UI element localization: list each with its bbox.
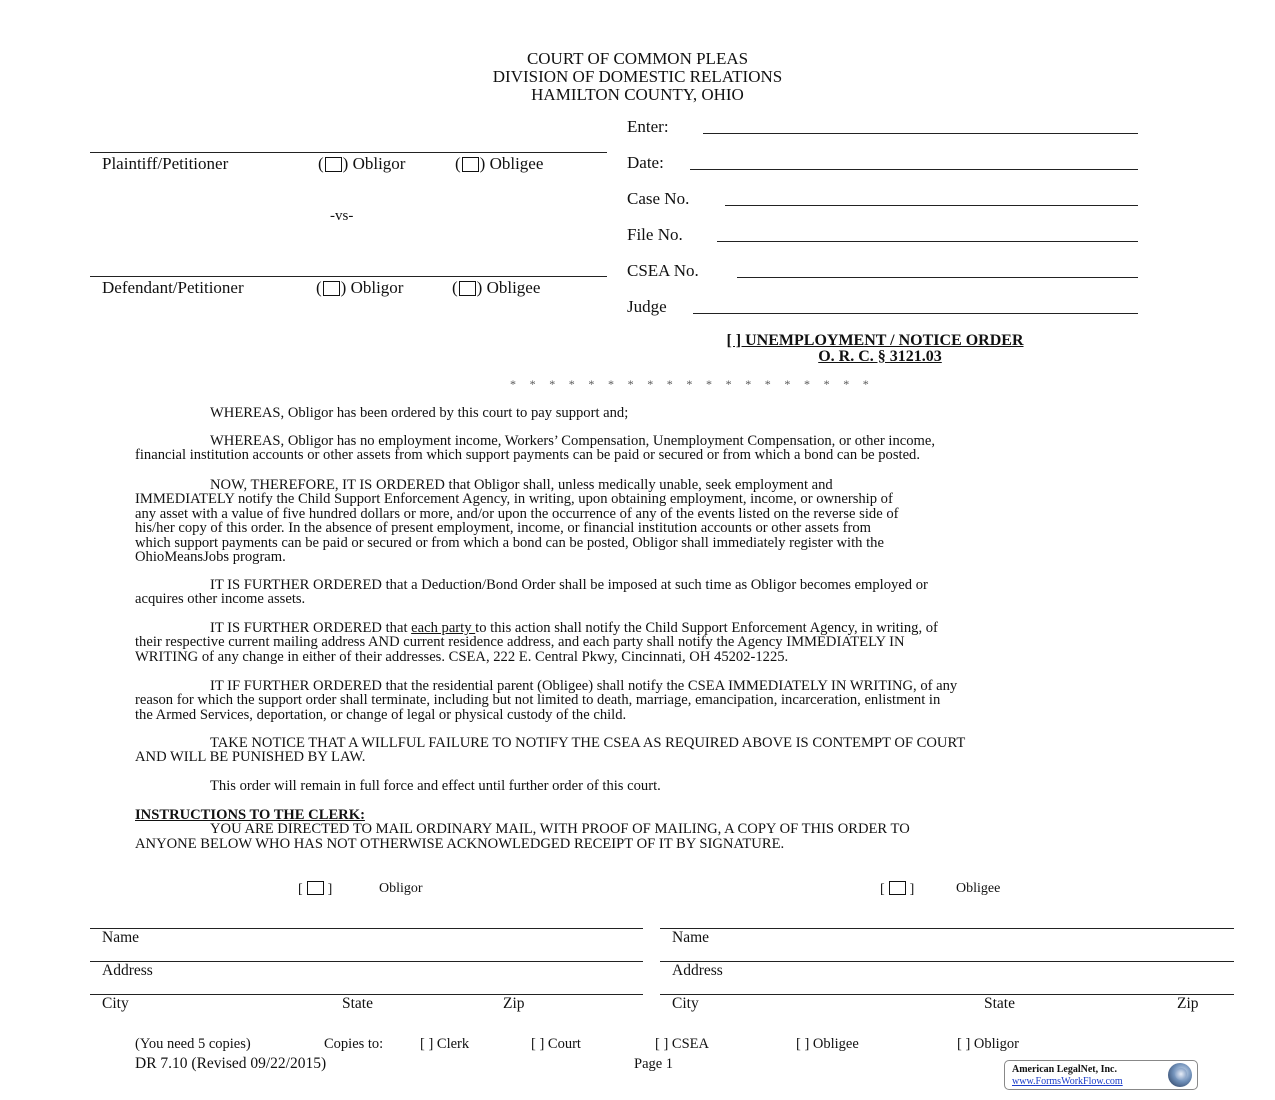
logo-link[interactable]: www.FormsWorkFlow.com — [1012, 1076, 1123, 1087]
versus-label: -vs- — [330, 208, 354, 224]
obligee-service-label: Obligee — [956, 881, 1001, 896]
obligee-zip-label: Zip — [1177, 995, 1199, 1012]
date-field[interactable] — [690, 169, 1138, 170]
file-no-label: File No. — [627, 225, 683, 244]
date-label: Date: — [627, 153, 664, 172]
paragraph-notify-address: IT IS FURTHER ORDERED that each party to this action shall notify the Child Support Enforcement Agency, in writing, of their respective current mailing address AND current residence address, and each party shall notify the Agency IMMEDIATELY IN WRITING of any change in either of their addresses. CSEA, 222 E. Central Pkwy, Cincinnati, OH 45202-1225. — [135, 620, 938, 665]
obligee-name-label: Name — [672, 929, 710, 946]
defendant-row — [102, 279, 244, 296]
csea-no-label: CSEA No. — [627, 261, 699, 280]
copy-csea-checkbox[interactable]: [ ] CSEA — [655, 1036, 709, 1052]
defendant-obligee-checkbox[interactable] — [459, 281, 476, 296]
copy-obligor-checkbox[interactable]: [ ] Obligor — [957, 1036, 1020, 1052]
obligor-address-label: Address — [102, 962, 153, 979]
american-legalnet-logo — [1004, 1060, 1198, 1090]
paragraph-residential-parent: IT IF FURTHER ORDERED that the residential parent (Obligee) shall notify the CSEA IMMEDIATELY IN WRITING, of any reason for which the support order shall terminate, including but not limited to death, marriage, emancipation, incarceration, enlistment in the Armed Services, deportation, or change of legal or physical custody of the child. — [135, 678, 958, 723]
asterisk-separator: * * * * * * * * * * * * * * * * * * * — [510, 377, 875, 391]
defendant-signature-line — [90, 276, 607, 277]
copies-to-label: Copies to: — [324, 1036, 384, 1052]
obligor-zip-label: Zip — [503, 995, 525, 1012]
clerk-instructions: INSTRUCTIONS TO THE CLERK: YOU ARE DIRECTED TO MAIL ORDINARY MAIL, WITH PROOF OF MAILING, A COPY OF THIS ORDER TO ANYONE BELOW WHO HAS NOT OTHERWISE ACKNOWLEDGED RECEIPT OF IT BY SIGNATURE. — [135, 808, 1215, 851]
defendant-obligor-label: ) Obligor — [340, 278, 404, 297]
obligee-state-label: State — [984, 995, 1015, 1012]
obligee-city-line[interactable] — [660, 994, 1234, 995]
copies-note: (You need 5 copies) — [135, 1036, 251, 1052]
court-name: COURT OF COMMON PLEAS — [526, 49, 749, 68]
copy-clerk-checkbox[interactable]: [ ] Clerk — [420, 1036, 470, 1052]
obligor-service-label: Obligor — [379, 881, 423, 896]
enter-label: Enter: — [627, 117, 669, 136]
obligor-name-line[interactable] — [90, 928, 643, 929]
order-title-line1: [ ] UNEMPLOYMENT / NOTICE ORDER — [726, 332, 1024, 349]
defendant-obligor-checkbox[interactable] — [323, 281, 340, 296]
case-no-label: Case No. — [627, 189, 690, 208]
defendant-obligee-label: ) Obligee — [476, 278, 541, 297]
judge-label: Judge — [627, 297, 667, 316]
case-no-field[interactable] — [725, 205, 1138, 206]
defendant-obligee-option: ( ) Obligee — [452, 278, 541, 297]
obligor-service-option: [ ] — [298, 882, 333, 897]
obligee-service-checkbox[interactable] — [889, 881, 906, 895]
plaintiff-label: Plaintiff/Petitioner — [102, 154, 229, 173]
each-party-underlined: each party — [411, 620, 476, 636]
obligor-name-label: Name — [102, 929, 140, 946]
paragraph-deduction-order: IT IS FURTHER ORDERED that a Deduction/Bond Order shall be imposed at such time as Obligor becomes employed or acquires other income assets. — [135, 577, 928, 608]
defendant-label: Defendant/Petitioner — [102, 278, 244, 297]
enter-field[interactable] — [703, 133, 1138, 134]
clerk-instructions-heading: INSTRUCTIONS TO THE CLERK: — [135, 807, 365, 823]
plaintiff-obligor-checkbox[interactable] — [325, 157, 342, 172]
plaintiff-obligor-option: ( ) Obligor — [318, 154, 406, 173]
globe-icon — [1168, 1063, 1192, 1087]
obligee-address-label: Address — [672, 962, 723, 979]
order-statute — [600, 349, 1160, 365]
judge-field[interactable] — [693, 313, 1138, 314]
obligor-address-line[interactable] — [90, 961, 643, 962]
obligee-city-label: City — [672, 995, 699, 1012]
paragraph-take-notice: TAKE NOTICE THAT A WILLFUL FAILURE TO NOTIFY THE CSEA AS REQUIRED ABOVE IS CONTEMPT OF COURT AND WILL BE PUNISHED BY LAW. — [135, 735, 966, 766]
csea-no-field[interactable] — [737, 277, 1138, 278]
defendant-obligor-option: ( ) Obligor — [316, 278, 404, 297]
obligee-address-line[interactable] — [660, 961, 1234, 962]
paragraph-whereas-2: WHEREAS, Obligor has no employment income, Workers’ Compensation, Unemployment Compensation, or other income, financial institution accounts or other assets from which support payments can be paid or secured or from which a bond can be posted. — [135, 433, 936, 464]
plaintiff-obligee-label: ) Obligee — [479, 154, 544, 173]
paragraph-ordered: NOW, THEREFORE, IT IS ORDERED that Obligor shall, unless medically unable, seek employment and IMMEDIATELY notify the Child Support Enforcement Agency, in writing, upon obtaining employment, income, or ownership of any asset with a value of five hundred dollars or more, and/or upon the occurrence of any of the events listed on the reverse side of his/her copy of this order. In the absence of present employment, income, or financial institution accounts or other assets from which support payments can be paid or secured or from which a bond can be posted, Obligor shall immediately register with the OhioMeansJobs program. — [135, 477, 899, 566]
obligor-service-checkbox[interactable] — [307, 881, 324, 895]
obligee-name-line[interactable] — [660, 928, 1234, 929]
obligor-state-label: State — [342, 995, 373, 1012]
plaintiff-obligee-option: ( ) Obligee — [455, 154, 544, 173]
paragraph-whereas-1: WHEREAS, Obligor has been ordered by this court to pay support and; — [210, 405, 629, 421]
county-name: HAMILTON COUNTY, OHIO — [531, 85, 744, 104]
page-number: Page 1 — [634, 1056, 674, 1072]
plaintiff-row — [102, 155, 228, 172]
plaintiff-signature-line — [90, 152, 607, 153]
file-no-field[interactable] — [717, 241, 1138, 242]
order-title — [600, 333, 1150, 349]
paragraph-full-force: This order will remain in full force and effect until further order of this court. — [210, 778, 661, 794]
division-name: DIVISION OF DOMESTIC RELATIONS — [492, 67, 783, 86]
order-statute-line: O. R. C. § 3121.03 — [818, 348, 942, 365]
obligee-service-option: [ ] — [880, 882, 915, 897]
plaintiff-obligor-label: ) Obligor — [342, 154, 406, 173]
copy-court-checkbox[interactable]: [ ] Court — [531, 1036, 581, 1052]
plaintiff-obligee-checkbox[interactable] — [462, 157, 479, 172]
obligor-city-label: City — [102, 995, 129, 1012]
copy-obligee-checkbox[interactable]: [ ] Obligee — [796, 1036, 859, 1052]
logo-company-name: American LegalNet, Inc. — [1012, 1064, 1117, 1075]
form-id: DR 7.10 (Revised 09/22/2015) — [135, 1055, 327, 1072]
